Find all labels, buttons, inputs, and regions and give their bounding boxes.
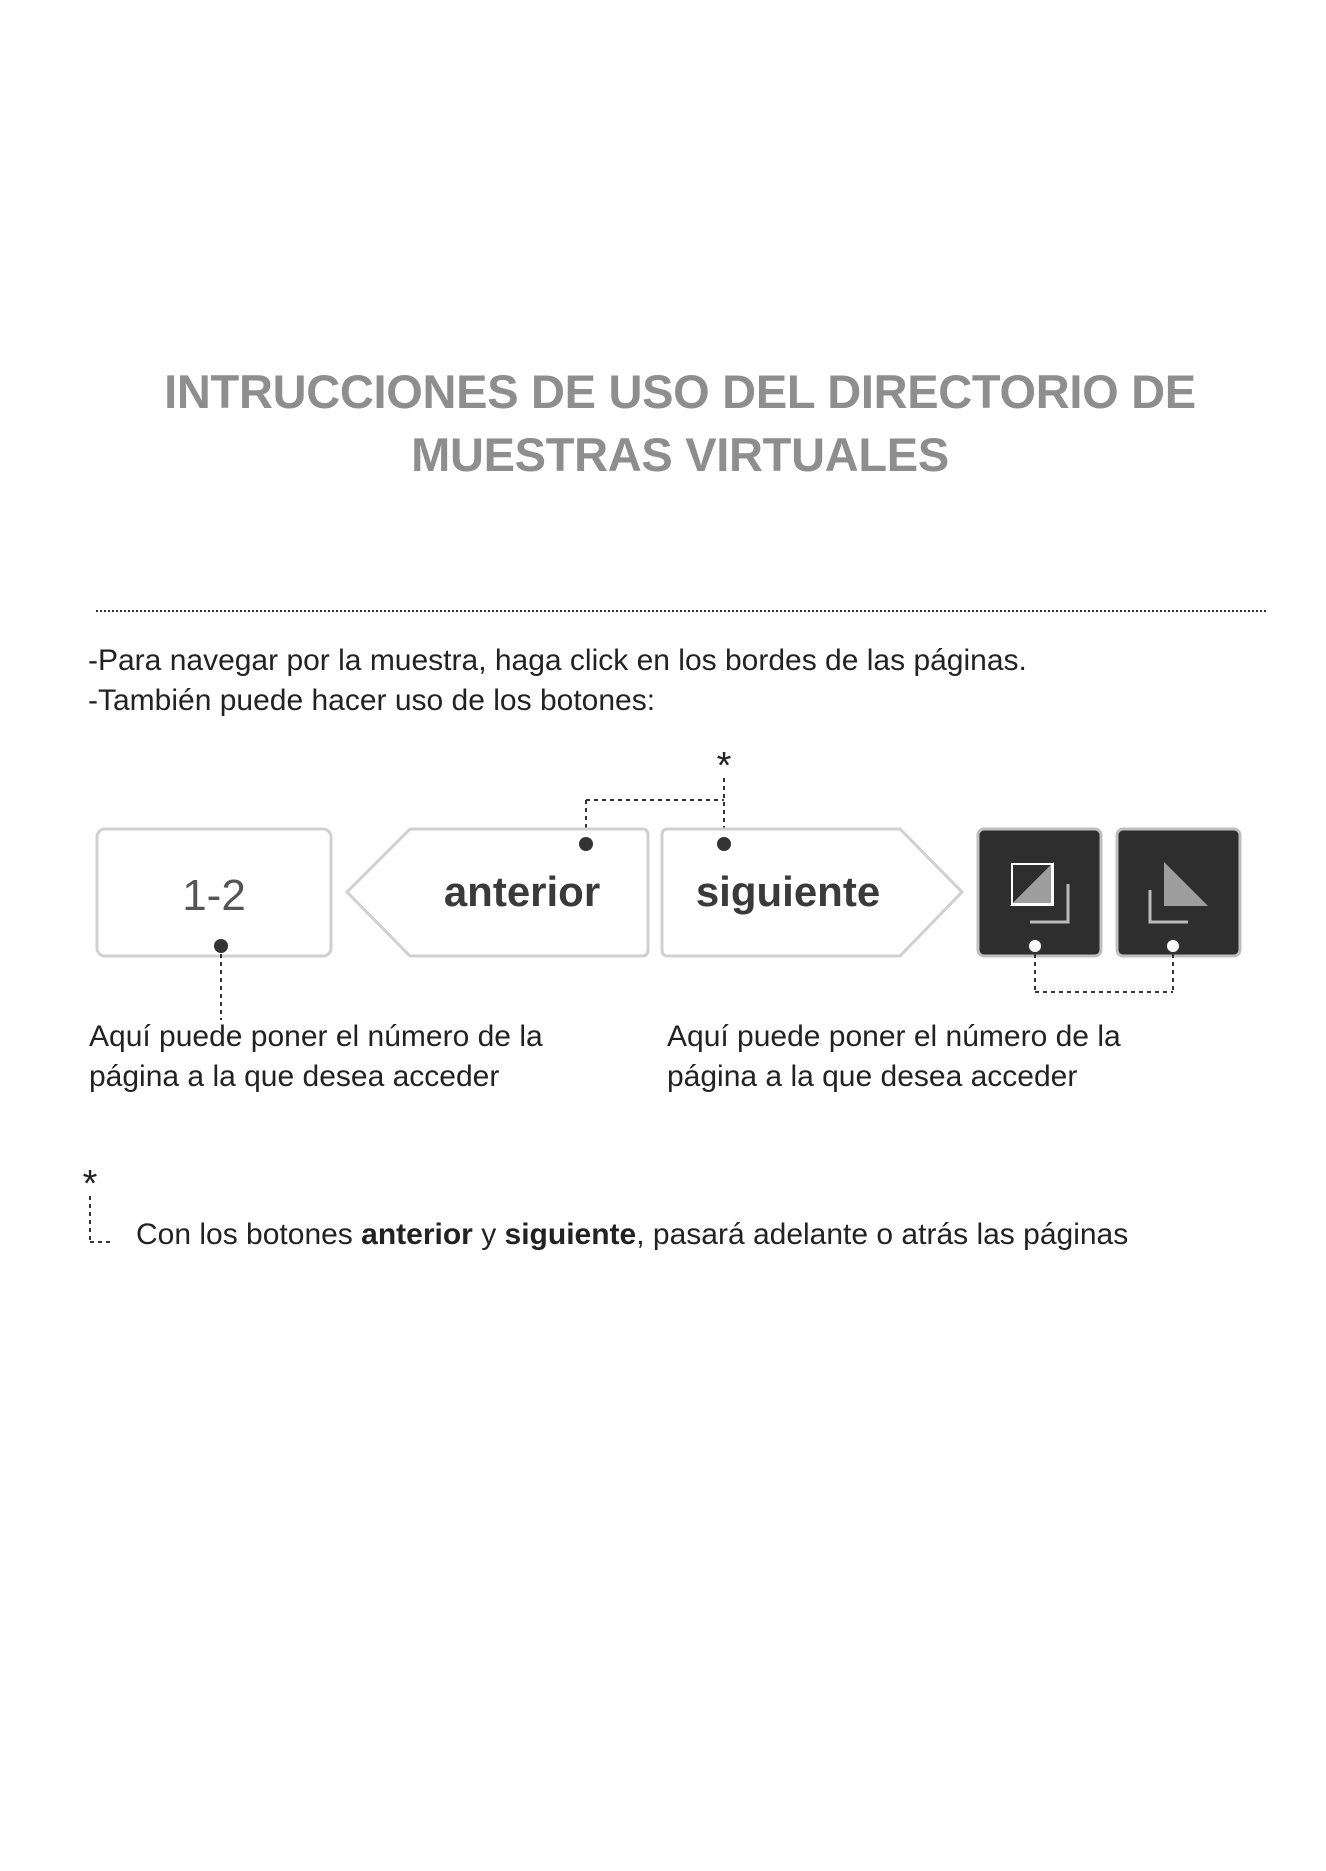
footnote-part-1: Con los botones [136,1218,362,1251]
page-number-caption-line-1: Aquí puede poner el número de la [89,1020,543,1053]
footnote-part-3: , pasará adelante o atrás las páginas [636,1218,1129,1251]
title-line-2: MUESTRAS VIRTUALES [411,428,949,481]
prev-button-label: anterior [443,868,601,915]
fullscreen-exit-button[interactable] [1117,829,1240,956]
intro-line-1: -Para navegar por la muestra, haga click en los bordes de las páginas. [88,644,1027,677]
prev-button[interactable] [347,829,648,956]
connector-dot-next [717,837,731,851]
footnote-part-2: y [472,1218,505,1251]
fullscreen-caption [667,1017,1121,1097]
footnote-bold-anterior: anterior [361,1218,473,1251]
page-number-caption [89,1017,543,1097]
title-line-1: INTRUCCIONES DE USO DEL DIRECTORIO DE [164,365,1196,418]
next-button-label: siguiente [695,868,881,915]
page-number-field[interactable] [97,829,331,956]
page-number-caption-line-2: página a la que desea acceder [89,1060,500,1093]
intro-line-2: -También puede hacer uso de los botones: [88,684,656,717]
fullscreen-caption-line-1: Aquí puede poner el número de la [667,1020,1121,1053]
next-button[interactable] [662,829,962,956]
connector-dot-prev [579,837,593,851]
footnote-bold-siguiente: siguiente [504,1218,637,1251]
page-number-value: 1-2 [182,871,246,920]
asterisk-marker: * [716,745,732,787]
footnote-asterisk: * [82,1163,98,1205]
footnote-text [136,1215,1128,1255]
fullscreen-caption-line-2: página a la que desea acceder [667,1060,1078,1093]
fullscreen-enter-button[interactable] [978,829,1101,956]
